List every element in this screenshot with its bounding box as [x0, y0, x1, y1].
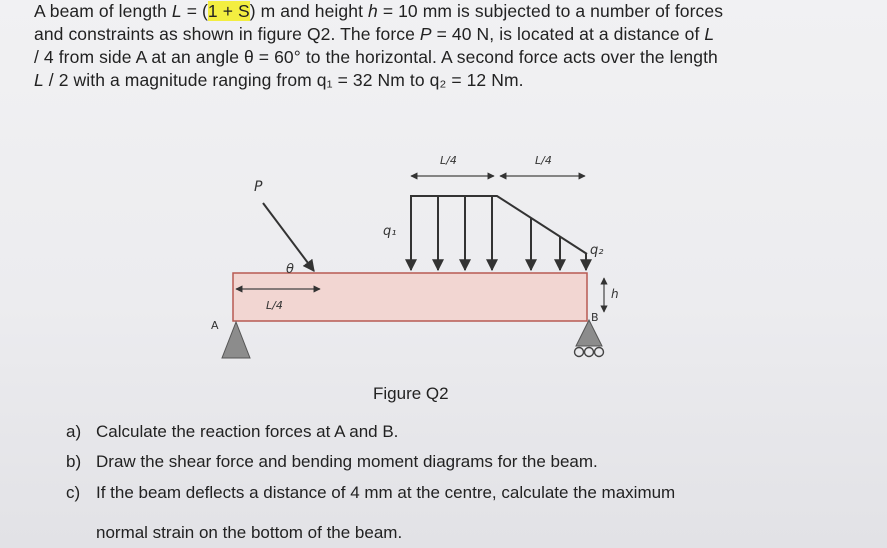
symbol-P: P: [419, 24, 432, 44]
text-run: A beam of length: [34, 1, 172, 21]
label-P: P: [254, 179, 263, 195]
text-run: / 4 from side A at an angle θ = 60° to the horizontal. A second force acts over the length: [34, 47, 718, 67]
label-B: B: [591, 311, 599, 324]
text-run: ) m and height: [249, 1, 369, 21]
question-text: If the beam deflects a distance of 4 mm at the centre, calculate the maximum: [96, 483, 676, 502]
label-left-quarter: L/4: [266, 299, 283, 312]
question-text: normal strain on the bottom of the beam.: [96, 523, 403, 542]
distributed-load: [410, 196, 587, 270]
question-text: Draw the shear force and bending moment diagrams for the beam.: [96, 452, 598, 471]
question-c: [66, 483, 675, 503]
symbol-L: L: [171, 1, 182, 21]
question-a: [66, 422, 398, 442]
question-c-continuation: [66, 523, 402, 543]
symbol-h: h: [368, 1, 378, 21]
label-theta: θ: [286, 262, 294, 277]
question-text: Calculate the reaction forces at A and B.: [96, 422, 399, 441]
label-A: A: [211, 319, 219, 332]
force-P-arrow: [263, 203, 314, 271]
symbol-L: L: [704, 24, 715, 44]
question-label: a): [66, 422, 82, 441]
question-b: [66, 452, 598, 472]
text-run: / 2 with a magnitude ranging from q₁ = 32 Nm to q₂ = 12 Nm.: [43, 70, 524, 90]
label-h: h: [611, 287, 619, 301]
question-label: b): [66, 452, 82, 471]
label-q2: q₂: [590, 243, 604, 258]
question-label: c): [66, 483, 81, 502]
text-run: = 40 N, is located at a distance of: [431, 24, 705, 44]
label-top-quarter-2: L/4: [535, 154, 552, 167]
figure-caption: Figure Q2: [373, 384, 449, 403]
text-run: = (: [181, 1, 208, 21]
roller-support-B: [575, 320, 604, 357]
highlighted-length-expression: 1 + S: [207, 1, 250, 21]
text-run: and constraints as shown in figure Q2. The force: [34, 24, 420, 44]
symbol-L: L: [34, 70, 44, 90]
beam: [233, 273, 587, 321]
pin-support-A: [222, 322, 250, 358]
label-top-quarter-1: L/4: [440, 154, 457, 167]
label-q1: q₁: [383, 224, 397, 239]
text-run: = 10 mm is subjected to a number of forces: [377, 1, 724, 21]
